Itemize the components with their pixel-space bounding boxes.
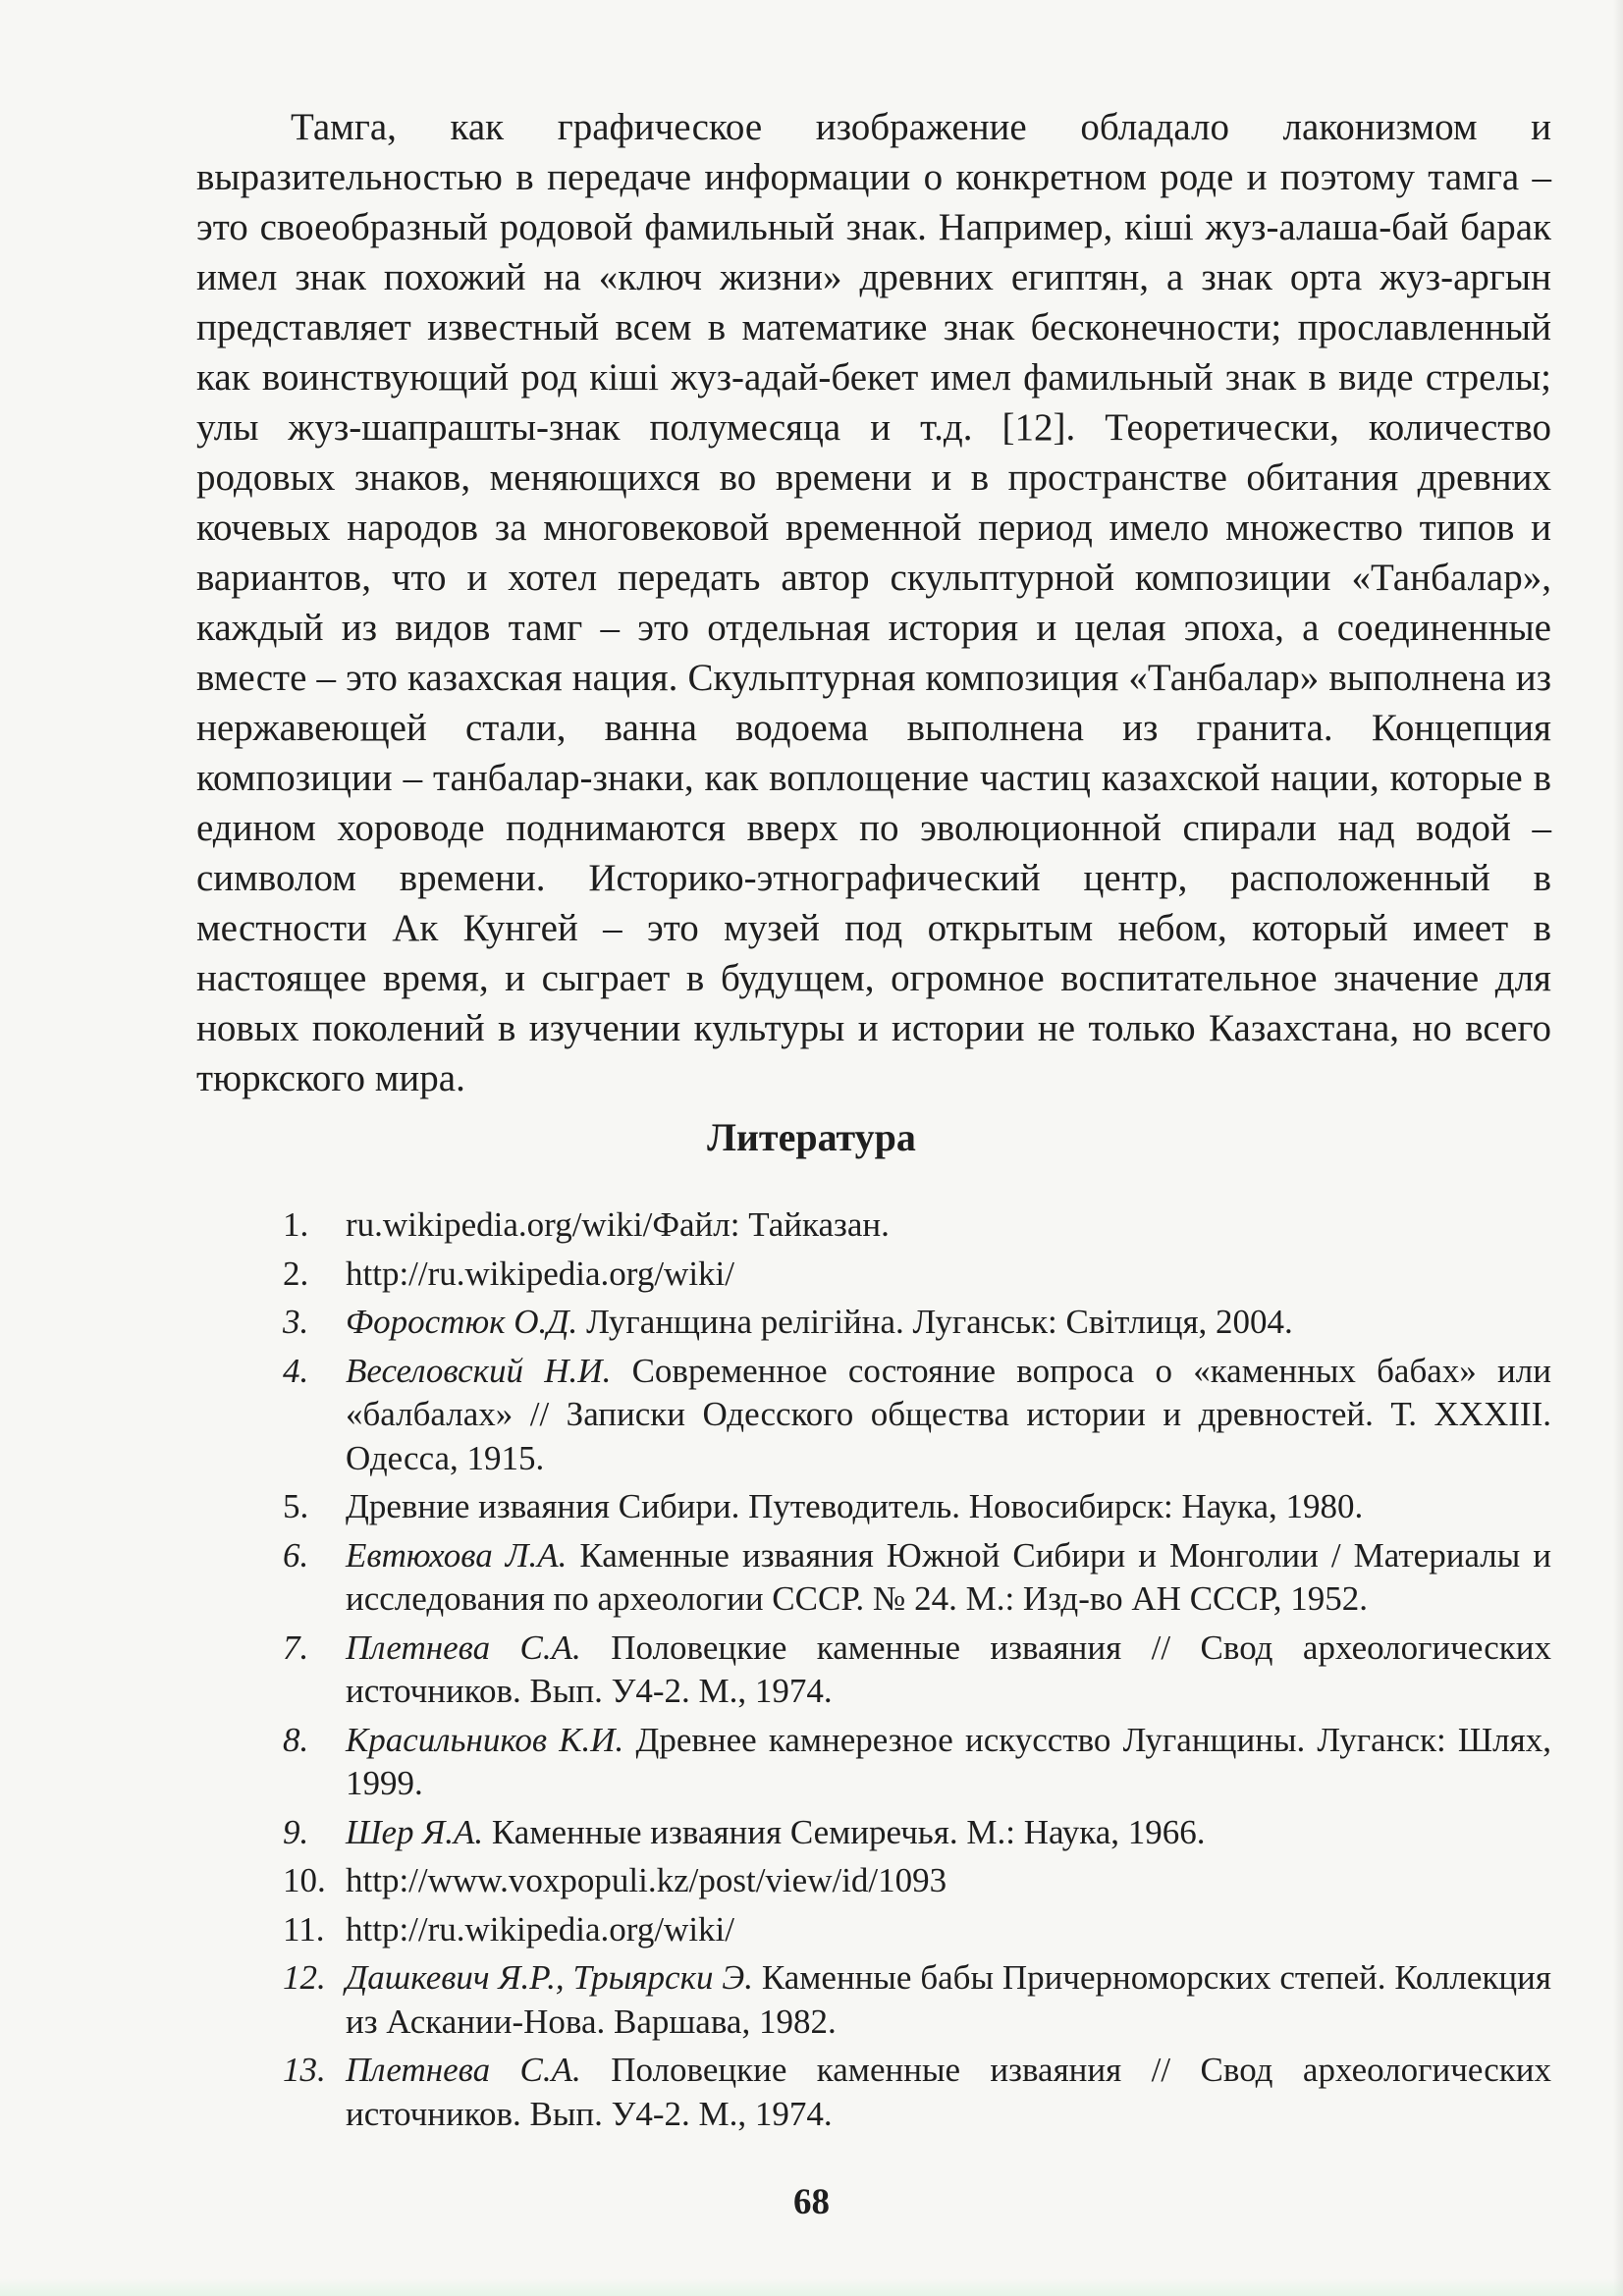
reference-text: Каменные бабы Причерноморских степей. Коллекция из Аскании-Нова. Варшава, 1982. [346, 1958, 1551, 2041]
reference-text: http://ru.wikipedia.org/wiki/ [346, 1254, 734, 1293]
reference-number: 4. [283, 1351, 309, 1390]
reference-author: Шер Я.А. [346, 1812, 484, 1851]
reference-item [283, 1956, 1551, 2044]
reference-item [283, 1908, 1551, 1952]
reference-number: 8. [283, 1720, 309, 1759]
reference-text: Современное состояние вопроса о «каменных бабах» или «балбалах» // Записки Одесского общества истории и древностей. Т. XXXIII. Одесса, 1915. [346, 1351, 1551, 1477]
reference-text: Каменные изваяния Семиречья. М.: Наука, 1966. [483, 1812, 1206, 1851]
body-paragraph: Тамга, как графическое изображение обладало лаконизмом и выразительностью в передаче информации о конкретном роде и поэтому тамга – это своеобразный родовой фамильный знак. Например, кiшi жуз-алаша-бай барак имел знак похожий на «ключ жизни» древних египтян, а знак орта жуз-аргын представляет известный всем в математике знак бесконечности; прославленный как воинствующий род кiшi жуз-адай-бекет имел фамильный знак в виде стрелы; улы жуз-шапрашты-знак полумесяца и т.д. [12]. Теоретически, количество родовых знаков, меняющихся во времени и в пространстве обитания древних кочевых народов за многовековой временной период имело множество типов и вариантов, что и хотел передать автор скульптурной композиции «Танбалар», каждый из видов тамг – это отдельная история и целая эпоха, а соединенные вместе – это казахская нация. Скульптурная композиция «Танбалар» выполнена из нержавеющей стали, ванна водоема выполнена из гранита. Концепция композиции – танбалар-знаки, как воплощение частиц казахской нации, которые в едином хороводе поднимаются вверх по эволюционной спирали над водой – символом времени. Историко-этнографический центр, расположенный в местности Ак Кунгей – это музей под открытым небом, который имеет в настоящее время, и сыграет в будущем, огромное воспитательное значение для новых поколений в изучении культуры и истории не только Казахстана, но всего тюркского мира. [196, 106, 1551, 1099]
reference-number: 11. [283, 1909, 325, 1949]
page-edge-shadow [1613, 0, 1623, 2296]
page-number: 68 [793, 2182, 830, 2222]
scan-bottom-tint [0, 2278, 1623, 2296]
reference-number: 1. [283, 1205, 309, 1244]
reference-number: 9. [283, 1812, 309, 1851]
reference-author: Евтюхова Л.А. [346, 1535, 568, 1575]
reference-item [283, 1485, 1551, 1529]
reference-text: Половецкие каменные изваяния // Свод археологических источников. Вып. У4-2. М., 1974. [346, 1628, 1551, 1710]
reference-text: Древние изваяния Сибири. Путеводитель. Новосибирск: Наука, 1980. [346, 1487, 1364, 1525]
reference-author: Форостюк О.Д. [346, 1303, 578, 1341]
reference-number: 10. [283, 1861, 326, 1899]
reference-item [283, 2049, 1551, 2136]
reference-text: Луганщина релігійна. Луганськ: Світлиця, 2004. [577, 1303, 1293, 1341]
reference-number: 12. [283, 1958, 326, 1997]
reference-item [283, 1253, 1551, 1297]
reference-number: 7. [283, 1628, 309, 1667]
reference-item [283, 1534, 1551, 1622]
reference-item [283, 1627, 1551, 1714]
reference-item [283, 1203, 1551, 1248]
reference-number: 3. [283, 1303, 309, 1341]
reference-item [283, 1859, 1551, 1903]
reference-number: 2. [283, 1254, 309, 1293]
reference-author: Веселовский Н.И. [346, 1351, 612, 1390]
reference-number: 13. [283, 2051, 326, 2089]
references-list [283, 1203, 1551, 2141]
reference-author: Плетнева С.А. [346, 2051, 581, 2089]
reference-item [283, 1811, 1551, 1855]
reference-item [283, 1719, 1551, 1806]
reference-item [283, 1350, 1551, 1481]
reference-text: ru.wikipedia.org/wiki/Файл: Тайказан. [346, 1205, 890, 1244]
reference-text: Половецкие каменные изваяния // Свод археологических источников. Вып. У4-2. М., 1974. [346, 2051, 1551, 2133]
reference-text: Древнее камнерезное искусство Луганщины. Луганск: Шлях, 1999. [346, 1720, 1551, 1802]
reference-item [283, 1301, 1551, 1345]
reference-text: http://ru.wikipedia.org/wiki/ [346, 1909, 734, 1949]
reference-text: http://www.voxpopuli.kz/post/view/id/1093 [346, 1861, 947, 1899]
reference-text: Каменные изваяния Южной Сибири и Монголии / Материалы и исследования по археологии СССР. № 24. М.: Изд-во АН СССР, 1952. [346, 1535, 1552, 1618]
reference-author: Дашкевич Я.Р., Трыярски Э. [346, 1958, 753, 1997]
reference-number: 6. [283, 1535, 309, 1575]
reference-author: Плетнева С.А. [346, 1628, 581, 1667]
references-heading: Литература [707, 1115, 916, 1159]
reference-author: Красильников К.И. [346, 1720, 624, 1759]
reference-number: 5. [283, 1487, 309, 1525]
